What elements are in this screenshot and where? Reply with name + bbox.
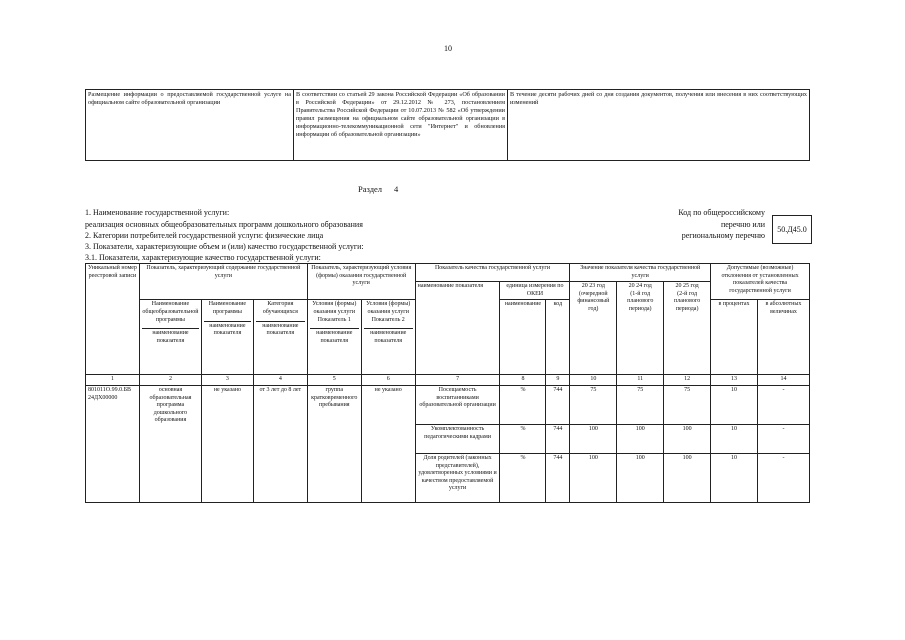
info-table: [85, 89, 810, 161]
code-label-1: Код по общероссийскому: [678, 208, 765, 217]
indicator-code: 744: [546, 424, 570, 453]
header-deviation: Допустимые (возможные) отклонения от установленных показателей качества государственной услуги: [711, 264, 810, 300]
header-code: код: [546, 300, 570, 375]
header-indicator-name: наименование показателя: [415, 282, 500, 375]
year-3-label: 20 25 год: [675, 283, 699, 290]
row-cond-1: группа кратковременного пребывания: [307, 385, 361, 502]
info-cell-3: В течение десяти рабочих дней со дня создания документов, получения или внесения в них соответствующих изменений: [508, 90, 810, 161]
indicator-y1: 100: [570, 453, 617, 502]
indicator-y3: 75: [664, 385, 711, 424]
quality-table: [85, 263, 810, 503]
header-conditions-indicator: Показатель, характеризующий условия (формы) оказания государственной услуги: [307, 264, 415, 300]
row-unique: 801011О.99.0.БВ 24ДХ00000: [86, 385, 140, 502]
service-name-value: реализация основных общеобразовательных программ дошкольного образования: [85, 220, 363, 229]
code-label-2: перечню или: [720, 220, 765, 229]
header-content-indicator: Показатель, характеризующий содержание государственной услуги: [139, 264, 307, 300]
year-2-desc: (1-й год планового периода): [627, 290, 654, 312]
indicator-pct: 10: [711, 424, 758, 453]
category-label: Категория обучающихся: [262, 301, 298, 315]
indicator-unit: %: [500, 424, 546, 453]
header-unique: Уникальный номер реестровой записи: [86, 264, 140, 375]
indicator-y2: 100: [617, 453, 664, 502]
section-label: Раздел: [358, 184, 383, 194]
header-quality-value: Значение показателя качества государственной услуги: [570, 264, 711, 282]
service-name-label: 1. Наименование государственной услуги:: [85, 208, 230, 217]
col-number: 11: [617, 375, 664, 386]
col-number: 12: [664, 375, 711, 386]
indicator-name: Укомплектованность педагогическими кадрами: [415, 424, 500, 453]
header-unit-name: наименование: [500, 300, 546, 375]
indicator-y3: 100: [664, 424, 711, 453]
section-number: 4: [394, 184, 399, 194]
indicator-code: 744: [546, 453, 570, 502]
indicators-heading: 3. Показатели, характеризующие объем и (или) качество государственной услуги:: [85, 242, 364, 251]
header-unit: единица измерения по ОКЕИ: [500, 282, 570, 300]
column-numbers-row: [86, 375, 810, 386]
cond-2-sub: наименование показателя: [364, 328, 413, 345]
indicator-name: Доля родителей (законных представителей), удовлетворенных условиями и качеством предоставляемой услуги: [415, 453, 500, 502]
indicator-y2: 75: [617, 385, 664, 424]
col-number: 14: [757, 375, 809, 386]
year-3-desc: (2-й год планового периода): [674, 290, 701, 312]
indicator-code: 744: [546, 385, 570, 424]
indicator-unit: %: [500, 385, 546, 424]
cond-1-label: Условия (формы) оказания услуги Показатель 1: [312, 301, 357, 323]
code-box: 50.Д45.0: [772, 215, 812, 244]
header-year-1: [570, 282, 617, 375]
indicator-pct: 10: [711, 453, 758, 502]
indicator-y2: 100: [617, 424, 664, 453]
row-program: основная образовательная программа дошкольного образования: [139, 385, 201, 502]
category-sub: наименование показателя: [256, 321, 305, 338]
indicator-y1: 100: [570, 424, 617, 453]
indicator-y3: 100: [664, 453, 711, 502]
quality-indicators-heading: 3.1. Показатели, характеризующие качество государственной услуги:: [85, 253, 321, 262]
cond-2-label: Условия (формы) оказания услуги Показатель 2: [366, 301, 411, 323]
indicator-unit: %: [500, 453, 546, 502]
section-title: [358, 184, 398, 194]
year-1-label: 20 23 год: [581, 283, 605, 290]
table-row: [86, 385, 810, 424]
col-number: 7: [415, 375, 500, 386]
info-cell-2: В соответствии со статьей 29 закона Российской Федерации «Об образовании в Российской Федерации» от 29.12.2012 № 273, постановлением Правительства Российской Федерации от 10.07.2013 № 582 «Об утверждении правил размещения на официальном сайте образовательной организации в информационно-телекоммуникационной сети "Интернет" и обновления информации об образовательной организации»: [294, 90, 508, 161]
indicator-abs: -: [757, 385, 809, 424]
col-number: 4: [253, 375, 307, 386]
header-program-short: [201, 300, 253, 375]
col-number: 9: [546, 375, 570, 386]
cond-1-sub: наименование показателя: [310, 328, 359, 345]
program-label: Наименование общеобразовательной программы: [142, 301, 199, 323]
col-number: 13: [711, 375, 758, 386]
indicator-abs: -: [757, 424, 809, 453]
program-short-sub: наименование показателя: [204, 321, 251, 338]
header-program: [139, 300, 201, 375]
consumer-category: 2. Категории потребителей государственной услуги: физические лица: [85, 231, 324, 240]
header-cond-1: [307, 300, 361, 375]
indicator-abs: -: [757, 453, 809, 502]
header-year-3: [664, 282, 711, 375]
col-number: 10: [570, 375, 617, 386]
col-number: 3: [201, 375, 253, 386]
col-number: 5: [307, 375, 361, 386]
year-1-desc: (очередной финансовый год): [577, 290, 610, 312]
header-percent: в процентах: [711, 300, 758, 375]
page-number: 10: [444, 44, 452, 53]
row-program-short: не указано: [201, 385, 253, 502]
col-number: 1: [86, 375, 140, 386]
program-sub: наименование показателя: [142, 328, 199, 345]
header-cond-2: [361, 300, 415, 375]
row-category: от 3 лет до 8 лет: [253, 385, 307, 502]
indicator-pct: 10: [711, 385, 758, 424]
col-number: 6: [361, 375, 415, 386]
indicator-y1: 75: [570, 385, 617, 424]
header-category: [253, 300, 307, 375]
header-quality-indicator: Показатель качества государственной услуги: [415, 264, 570, 282]
row-cond-2: не указано: [361, 385, 415, 502]
year-2-label: 20 24 год: [628, 283, 652, 290]
program-short-label: Наименование программы: [208, 301, 247, 315]
code-label-3: региональному перечню: [681, 231, 765, 240]
header-year-2: [617, 282, 664, 375]
indicator-name: Посещаемость воспитанниками образовательной организации: [415, 385, 500, 424]
col-number: 2: [139, 375, 201, 386]
info-cell-1: Размещение информации о предоставляемой государственной услуге на официальном сайте образовательной организации: [86, 90, 294, 161]
col-number: 8: [500, 375, 546, 386]
header-absolute: в абсолютных величинах: [757, 300, 809, 375]
